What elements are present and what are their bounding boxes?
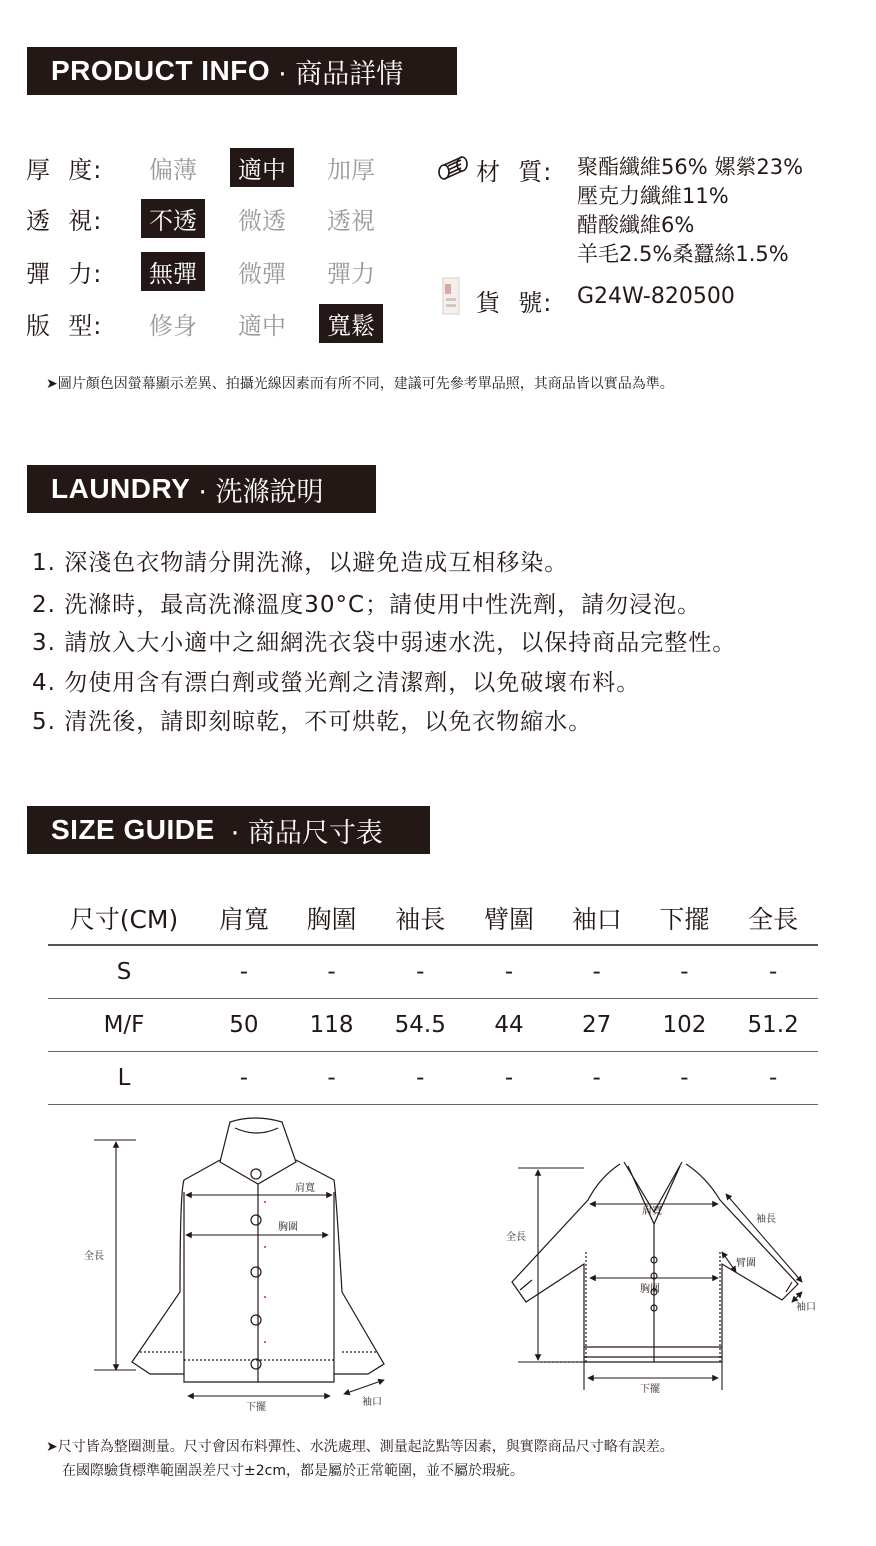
material-label: 材 質: [476,158,553,186]
laundry-title: LAUNDRY [51,473,191,504]
laundry-header [27,465,376,513]
cardigan-shoulder-label: 肩寬 [642,1206,662,1217]
size-guide-subtitle: · 商品尺寸表 [230,817,383,849]
size-col-header: 全長 [728,892,818,945]
size-cell: - [553,945,641,999]
size-cell: 50 [200,999,288,1052]
laundry-item: 5. 清洗後，請即刻晾乾，不可烘乾，以免衣物縮水。 [32,709,593,735]
cardigan-arm-label: 臂圍 [736,1258,756,1269]
jacket-chest-label: 胸圍 [278,1222,298,1233]
size-cell: - [728,1052,818,1105]
attribute-option-label: 修身 [149,311,197,340]
attribute-label: 彈 力: [26,259,103,288]
size-cell: - [200,1052,288,1105]
size-col-header: 下擺 [641,892,729,945]
jacket-shoulder-label: 肩寬 [295,1183,315,1194]
size-col-header: 胸圍 [288,892,376,945]
attribute-option-selected [230,148,319,187]
attribute-option-selected [141,199,230,238]
size-cell: - [641,945,729,999]
attribute-option-label: 適中 [230,148,294,187]
size-cell: 54.5 [375,999,465,1052]
attribute-label: 透 視: [26,206,103,235]
size-guide-header [27,806,430,854]
attribute-option-label: 透視 [327,206,375,235]
sku-value: G24W-820500 [577,284,735,309]
size-cell: 51.2 [728,999,818,1052]
product-info-header [27,47,457,95]
cardigan-measurement-diagram [500,1152,830,1402]
attribute-option-label: 寬鬆 [319,304,383,343]
attribute-option [230,252,319,291]
jacket-measurement-diagram [80,1112,400,1422]
laundry-item: 3. 請放入大小適中之細網洗衣袋中弱速水洗，以保持商品完整性。 [32,630,737,656]
size-col-header: 袖長 [375,892,465,945]
material-values [577,153,803,269]
attribute-option-label: 不透 [141,199,205,238]
size-table-header-row [48,892,818,945]
attribute-option [319,148,408,187]
size-table [48,892,818,1105]
attribute-option-label: 彈力 [327,259,375,288]
size-cell: M/F [48,999,200,1052]
attribute-option [141,148,230,187]
size-cell: - [375,1052,465,1105]
size-cell: - [553,1052,641,1105]
size-cell: - [375,945,465,999]
attribute-row [26,149,408,185]
size-cell: - [200,945,288,999]
attribute-option-label: 適中 [238,311,286,340]
attribute-label: 厚 度: [26,155,103,184]
attribute-option [230,199,319,238]
cardigan-hem-label: 下擺 [640,1384,660,1395]
attribute-label: 版 型: [26,311,103,340]
thread-spool-icon [436,152,472,182]
cardigan-length-label: 全長 [506,1232,526,1243]
size-cell: - [641,1052,729,1105]
cardigan-chest-label: 胸圍 [640,1284,660,1295]
size-col-header: 臂圍 [465,892,553,945]
product-info-subtitle: · 商品詳情 [278,58,404,90]
size-cell: - [728,945,818,999]
material-line: 聚酯纖維56% 嫘縈23% [577,155,804,179]
laundry-item: 2. 洗滌時，最高洗滌溫度30°C；請使用中性洗劑，請勿浸泡。 [32,592,702,618]
size-cell: - [288,945,376,999]
material-line: 醋酸纖維6% [577,213,695,237]
product-info-title: PRODUCT INFO [51,55,271,86]
attribute-row [26,305,408,341]
attribute-option [319,199,408,238]
attribute-option-label: 微透 [238,206,286,235]
attribute-option-selected [141,252,230,291]
tag-icon [440,276,464,318]
attribute-option-label: 微彈 [238,259,286,288]
sku-label: 貨 號: [476,289,553,317]
size-col-header: 尺寸(CM) [48,892,200,945]
size-guide-title: SIZE GUIDE [51,814,215,845]
attribute-option-label: 偏薄 [149,155,197,184]
jacket-hem-label: 下擺 [246,1402,266,1413]
size-cell: S [48,945,200,999]
attribute-row [26,253,408,289]
product-info-note: ➤圖片顏色因螢幕顯示差異、拍攝光線因素而有所不同，建議可先參考單品照，其商品皆以實品為準。 [46,376,674,392]
attribute-row [26,200,408,236]
material-line: 羊毛2.5%桑蠶絲1.5% [577,242,789,266]
size-cell: L [48,1052,200,1105]
size-cell: 27 [553,999,641,1052]
size-cell: - [465,1052,553,1105]
table-row [48,1052,818,1105]
size-guide-note-line2: 在國際驗貨標準範圍誤差尺寸±2cm，都是屬於正常範圍，並不屬於瑕疵。 [62,1463,524,1479]
laundry-subtitle: · 洗滌說明 [198,476,324,508]
cardigan-sleeve-label: 袖長 [756,1214,776,1225]
laundry-item: 1. 深淺色衣物請分開洗滌，以避免造成互相移染。 [32,550,569,576]
size-col-header: 肩寬 [200,892,288,945]
size-cell: 102 [641,999,729,1052]
table-row [48,999,818,1052]
material-line: 壓克力纖維11% [577,184,729,208]
size-cell: 118 [288,999,376,1052]
attribute-option-label: 加厚 [327,155,375,184]
attribute-option-label: 無彈 [141,252,205,291]
cardigan-cuff-label: 袖口 [796,1302,816,1313]
size-cell: - [288,1052,376,1105]
size-cell: - [465,945,553,999]
laundry-item: 4. 勿使用含有漂白劑或螢光劑之清潔劑，以免破壞布料。 [32,670,641,696]
attribute-option-selected [319,304,408,343]
table-row [48,945,818,999]
size-guide-note-line1: ➤尺寸皆為整圈測量。尺寸會因布料彈性、水洗處理、測量起訖點等因素，與實際商品尺寸略有誤差。 [46,1439,674,1455]
attribute-option [319,252,408,291]
attribute-option [230,304,319,343]
jacket-cuff-label: 袖口 [362,1397,382,1408]
attribute-option [141,304,230,343]
size-cell: 44 [465,999,553,1052]
size-col-header: 袖口 [553,892,641,945]
jacket-length-label: 全長 [84,1251,104,1262]
